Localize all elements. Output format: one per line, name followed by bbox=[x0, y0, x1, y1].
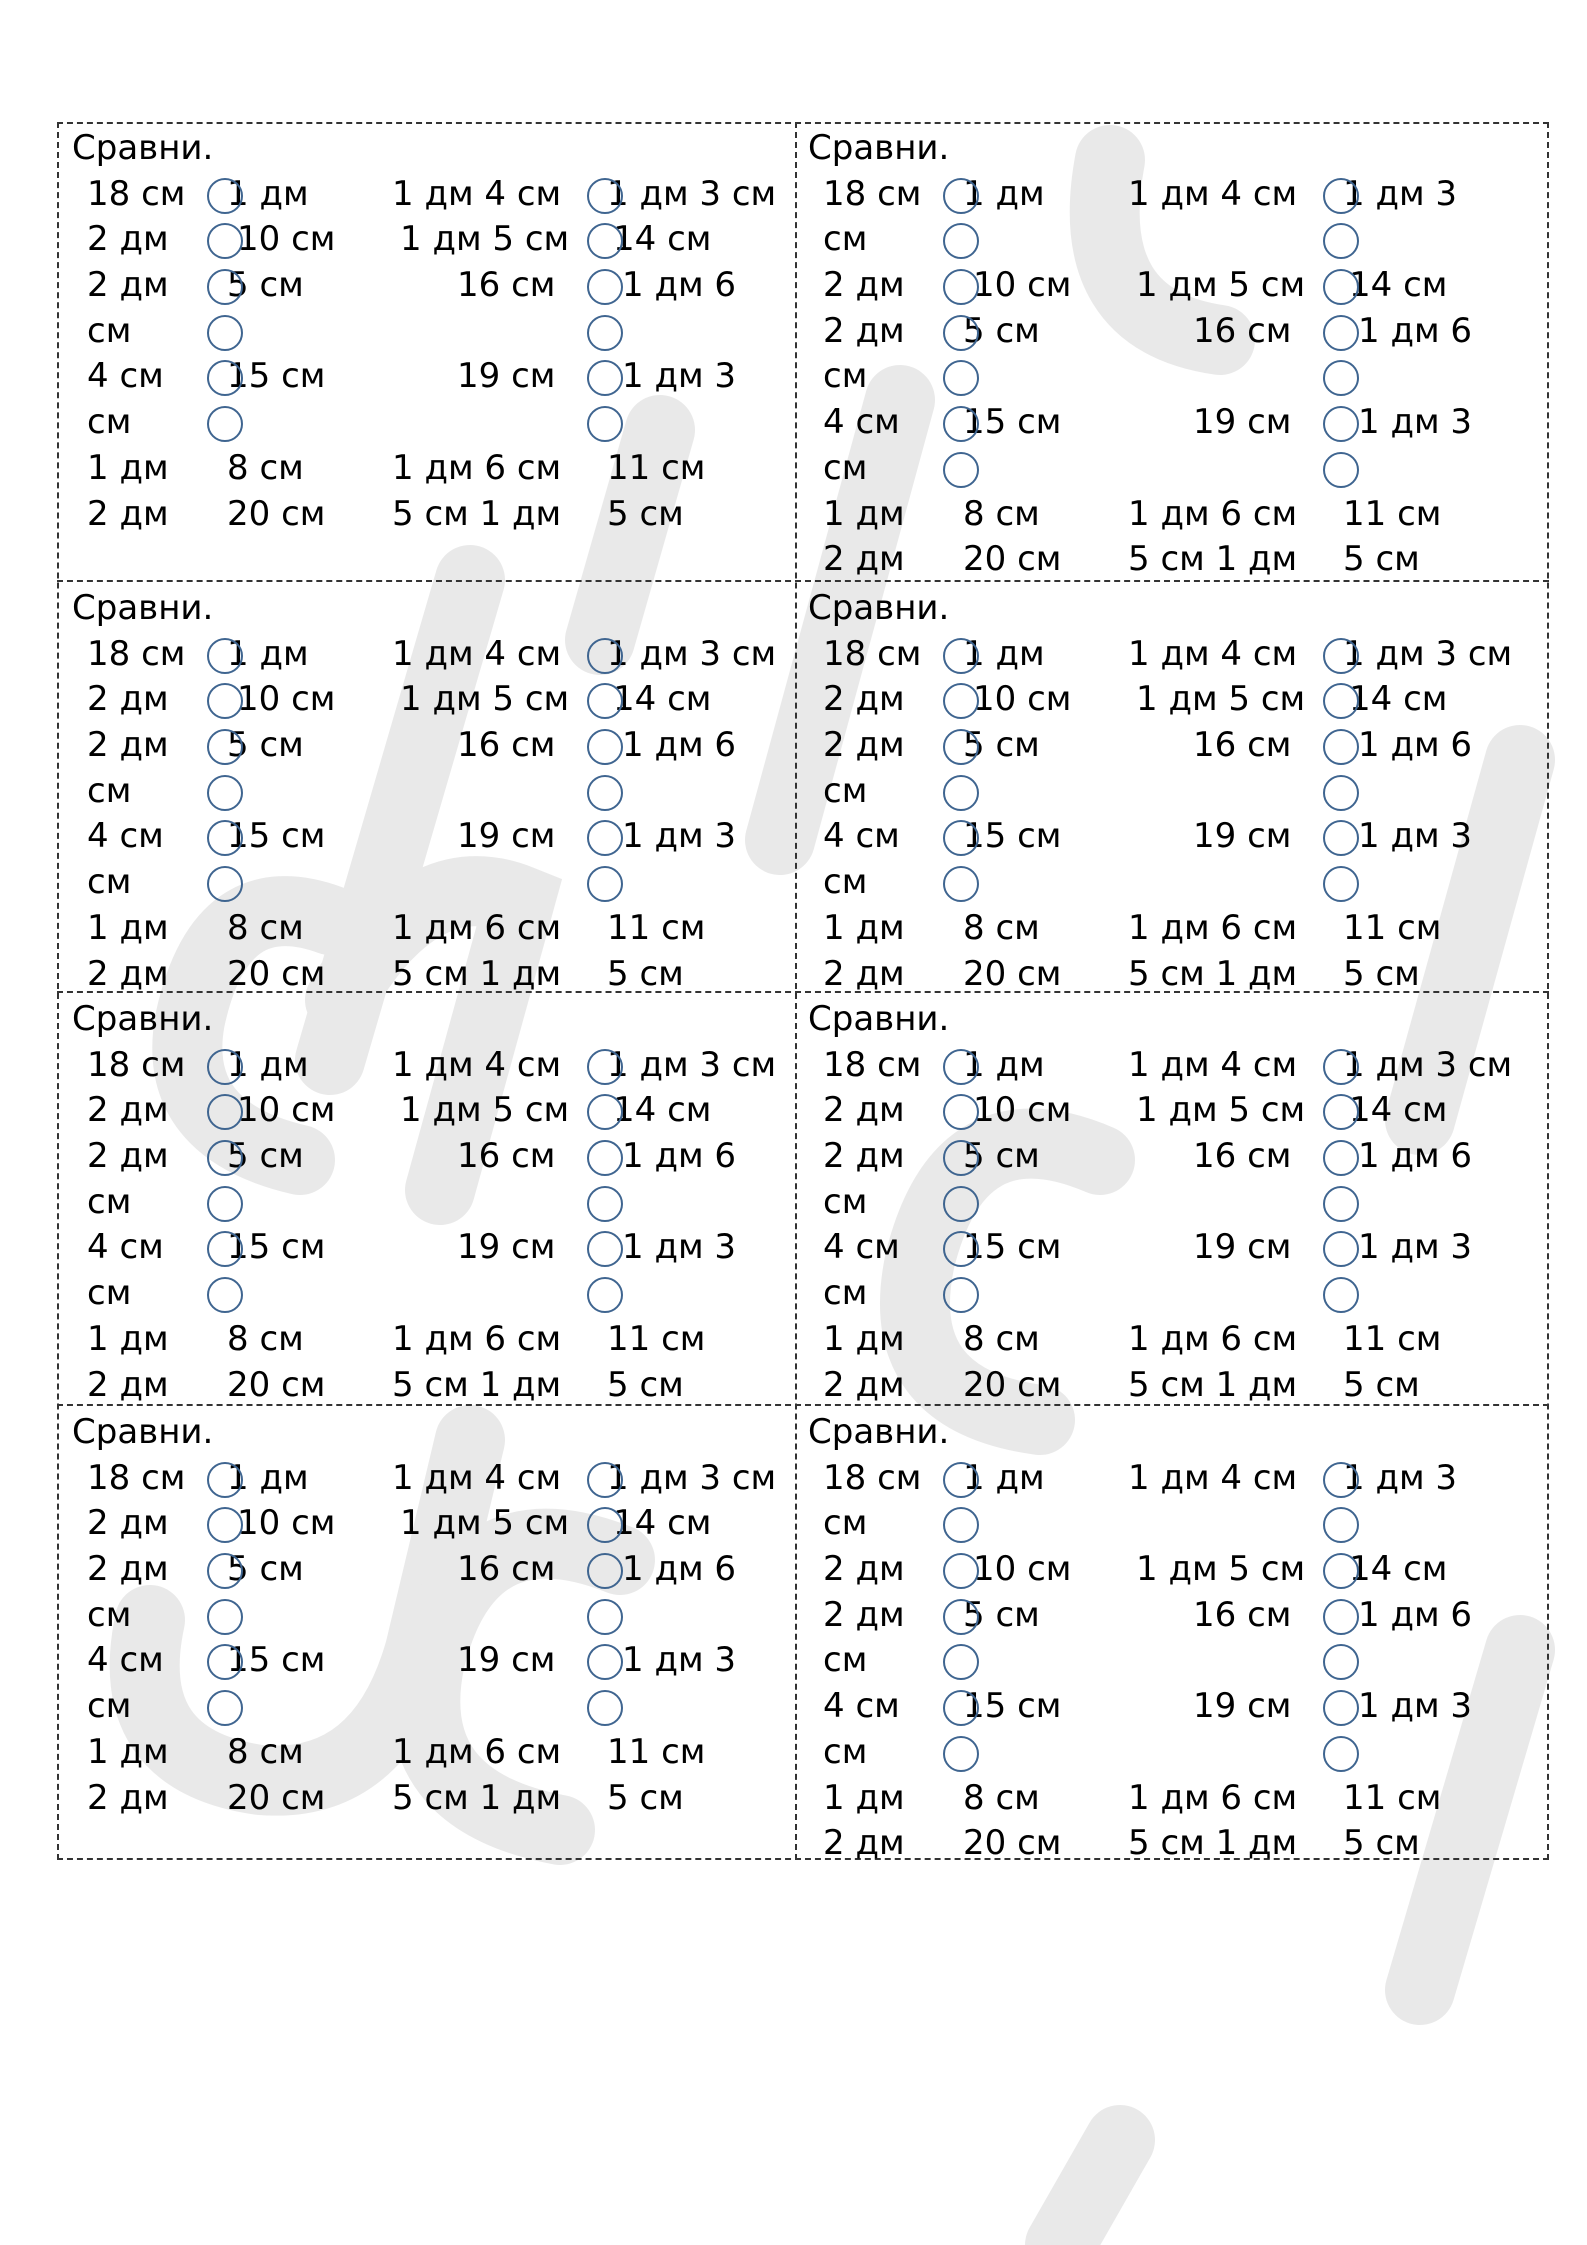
measure-value: 5 см bbox=[227, 725, 304, 766]
measure-value: 4 см bbox=[823, 1227, 900, 1268]
compare-circle[interactable] bbox=[1323, 638, 1359, 674]
measure-value: 19 см bbox=[457, 1640, 556, 1681]
compare-circle[interactable] bbox=[1323, 1736, 1359, 1772]
measure-value: 1 дм 5 см bbox=[1136, 265, 1306, 306]
measure-value: 1 дм 5 см bbox=[1136, 679, 1306, 720]
measure-value: 1 дм bbox=[823, 493, 905, 534]
measure-value: 1 дм 5 см bbox=[400, 219, 570, 260]
measure-value: 1 дм 5 см bbox=[1136, 1549, 1306, 1590]
measure-value: 4 см bbox=[87, 816, 164, 857]
measure-value: 2 дм bbox=[87, 493, 169, 534]
compare-circle[interactable] bbox=[943, 1049, 979, 1085]
compare-circle[interactable] bbox=[1323, 1186, 1359, 1222]
measure-value: 1 дм bbox=[823, 907, 905, 948]
measure-value: 10 см bbox=[973, 679, 1072, 720]
measure-value: 1 дм 6 см bbox=[392, 1318, 562, 1359]
measure-value: 19 см bbox=[457, 356, 556, 397]
measure-value: 14 см bbox=[1349, 1549, 1448, 1590]
measure-value: 8 см bbox=[227, 1731, 304, 1772]
measure-value: 1 дм 6 bbox=[622, 1136, 737, 1177]
measure-value: 18 см bbox=[87, 1044, 186, 1085]
compare-circle[interactable] bbox=[943, 1553, 979, 1589]
compare-circle[interactable] bbox=[587, 406, 623, 442]
measure-value: 1 дм 6 bbox=[622, 1549, 737, 1590]
measure-value: 18 см bbox=[87, 173, 186, 214]
measure-value: 5 см bbox=[227, 1549, 304, 1590]
compare-circle[interactable] bbox=[587, 1553, 623, 1589]
compare-circle[interactable] bbox=[943, 1690, 979, 1726]
measure-value: 5 см bbox=[227, 1136, 304, 1177]
measure-value: 5 см bbox=[963, 725, 1040, 766]
measure-value: 1 дм 3 bbox=[1358, 1227, 1473, 1268]
measure-value: 1 дм 3 см bbox=[607, 1044, 777, 1085]
measure-value: 20 см bbox=[227, 493, 326, 534]
measure-value: 14 см bbox=[613, 1090, 712, 1131]
measure-value: 2 дм bbox=[823, 310, 905, 351]
compare-circle[interactable] bbox=[943, 729, 979, 765]
measure-value: 4 см bbox=[823, 402, 900, 443]
measure-value: 16 см bbox=[457, 1136, 556, 1177]
measure-value: 1 дм bbox=[963, 173, 1045, 214]
measure-value: 4 см bbox=[87, 356, 164, 397]
compare-circle[interactable] bbox=[1323, 729, 1359, 765]
compare-circle[interactable] bbox=[587, 1277, 623, 1313]
measure-value: 1 дм bbox=[963, 633, 1045, 674]
measure-value: 1 дм 6 bbox=[1358, 310, 1473, 351]
compare-circle[interactable] bbox=[1323, 1599, 1359, 1635]
measure-value: см bbox=[87, 1273, 132, 1314]
measure-value: 1 дм 3 bbox=[622, 816, 737, 857]
measure-value: 5 см 1 дм bbox=[1128, 539, 1298, 580]
measure-value: 1 дм 5 см bbox=[1136, 1090, 1306, 1131]
measure-value: 18 см bbox=[823, 173, 922, 214]
compare-circle[interactable] bbox=[943, 866, 979, 902]
measure-value: 1 дм 6 см bbox=[1128, 907, 1298, 948]
measure-value: 11 см bbox=[1343, 1777, 1442, 1818]
measure-value: 16 см bbox=[1193, 725, 1292, 766]
measure-value: 15 см bbox=[963, 402, 1062, 443]
measure-value: 19 см bbox=[1193, 1227, 1292, 1268]
compare-circle[interactable] bbox=[943, 406, 979, 442]
compare-circle[interactable] bbox=[587, 1599, 623, 1635]
measure-value: 8 см bbox=[963, 493, 1040, 534]
compare-circle[interactable] bbox=[943, 638, 979, 674]
measure-value: 4 см bbox=[87, 1640, 164, 1681]
measure-value: 19 см bbox=[1193, 816, 1292, 857]
measure-value: 1 дм 6 см bbox=[392, 447, 562, 488]
measure-value: 16 см bbox=[457, 1549, 556, 1590]
measure-value: 4 см bbox=[823, 1686, 900, 1727]
measure-value: 5 см bbox=[607, 493, 684, 534]
measure-value: 2 дм bbox=[823, 953, 905, 994]
compare-circle[interactable] bbox=[587, 178, 623, 214]
measure-value: 1 дм 3 см bbox=[607, 173, 777, 214]
measure-value: 18 см bbox=[87, 633, 186, 674]
measure-value: 1 дм 6 см bbox=[392, 1731, 562, 1772]
measure-value: 11 см bbox=[607, 447, 706, 488]
measure-value: 5 см 1 дм bbox=[392, 1777, 562, 1818]
compare-circle[interactable] bbox=[207, 775, 243, 811]
compare-circle[interactable] bbox=[207, 1599, 243, 1635]
compare-circle[interactable] bbox=[1323, 269, 1359, 305]
measure-value: 2 дм bbox=[87, 679, 169, 720]
measure-value: 2 дм bbox=[823, 725, 905, 766]
measure-value: 20 см bbox=[227, 953, 326, 994]
measure-value: 1 дм 5 см bbox=[400, 679, 570, 720]
measure-value: 15 см bbox=[963, 816, 1062, 857]
card-title: Сравни. bbox=[808, 588, 950, 628]
measure-value: 11 см bbox=[1343, 907, 1442, 948]
compare-circle[interactable] bbox=[207, 866, 243, 902]
compare-circle[interactable] bbox=[1323, 1462, 1359, 1498]
card-title: Сравни. bbox=[808, 128, 950, 168]
measure-value: 1 дм 3 bbox=[622, 1227, 737, 1268]
compare-circle[interactable] bbox=[1323, 1049, 1359, 1085]
card-title: Сравни. bbox=[72, 999, 214, 1039]
measure-value: 1 дм 6 см bbox=[1128, 1777, 1298, 1818]
compare-circle[interactable] bbox=[943, 775, 979, 811]
measure-value: 14 см bbox=[613, 679, 712, 720]
compare-circle[interactable] bbox=[587, 638, 623, 674]
compare-circle[interactable] bbox=[943, 452, 979, 488]
measure-value: 8 см bbox=[963, 1777, 1040, 1818]
measure-value: 5 см bbox=[607, 1777, 684, 1818]
measure-value: 14 см bbox=[613, 219, 712, 260]
compare-circle[interactable] bbox=[207, 1462, 243, 1498]
measure-value: см bbox=[823, 1731, 868, 1772]
measure-value: 1 дм 6 bbox=[1358, 1594, 1473, 1635]
compare-circle[interactable] bbox=[207, 1049, 243, 1085]
measure-value: 1 дм 3 bbox=[1358, 816, 1473, 857]
measure-value: 1 дм 6 см bbox=[1128, 1318, 1298, 1359]
measure-value: 5 см 1 дм bbox=[1128, 1823, 1298, 1864]
compare-circle[interactable] bbox=[943, 1140, 979, 1176]
measure-value: 5 см bbox=[1343, 953, 1420, 994]
measure-value: 16 см bbox=[457, 725, 556, 766]
measure-value: 1 дм 6 bbox=[622, 725, 737, 766]
compare-circle[interactable] bbox=[943, 178, 979, 214]
measure-value: 1 дм 6 bbox=[1358, 725, 1473, 766]
measure-value: 16 см bbox=[457, 265, 556, 306]
compare-circle[interactable] bbox=[943, 269, 979, 305]
measure-value: 10 см bbox=[973, 1090, 1072, 1131]
measure-value: 1 дм bbox=[87, 907, 169, 948]
compare-circle[interactable] bbox=[207, 1277, 243, 1313]
measure-value: 1 дм 4 см bbox=[1128, 633, 1298, 674]
measure-value: 18 см bbox=[823, 1457, 922, 1498]
compare-circle[interactable] bbox=[207, 1140, 243, 1176]
measure-value: 1 дм bbox=[87, 447, 169, 488]
measure-value: 1 дм 3 bbox=[1358, 1686, 1473, 1727]
measure-value: 5 см bbox=[607, 1364, 684, 1405]
compare-circle[interactable] bbox=[207, 638, 243, 674]
compare-circle[interactable] bbox=[943, 1599, 979, 1635]
measure-value: 5 см 1 дм bbox=[392, 1364, 562, 1405]
measure-value: 1 дм 6 bbox=[1358, 1136, 1473, 1177]
measure-value: 5 см bbox=[1343, 539, 1420, 580]
measure-value: 5 см 1 дм bbox=[1128, 1364, 1298, 1405]
compare-circle[interactable] bbox=[1323, 775, 1359, 811]
measure-value: см bbox=[823, 1640, 868, 1681]
compare-circle[interactable] bbox=[1323, 1690, 1359, 1726]
measure-value: 1 дм bbox=[227, 633, 309, 674]
measure-value: 1 дм 3 см bbox=[607, 633, 777, 674]
measure-value: 1 дм 4 см bbox=[392, 1457, 562, 1498]
measure-value: 1 дм 3 см bbox=[1343, 633, 1513, 674]
measure-value: 2 дм bbox=[823, 1594, 905, 1635]
measure-value: 16 см bbox=[1193, 1136, 1292, 1177]
measure-value: 15 см bbox=[227, 816, 326, 857]
compare-circle[interactable] bbox=[587, 775, 623, 811]
card-title: Сравни. bbox=[808, 999, 950, 1039]
measure-value: 11 см bbox=[607, 1731, 706, 1772]
compare-circle[interactable] bbox=[1323, 1140, 1359, 1176]
compare-circle[interactable] bbox=[587, 866, 623, 902]
measure-value: 1 дм bbox=[87, 1318, 169, 1359]
measure-value: 14 см bbox=[1349, 265, 1448, 306]
measure-value: 20 см bbox=[963, 1823, 1062, 1864]
measure-value: 1 дм 3 bbox=[622, 356, 737, 397]
measure-value: 2 дм bbox=[87, 265, 169, 306]
compare-circle[interactable] bbox=[207, 406, 243, 442]
measure-value: 5 см 1 дм bbox=[1128, 953, 1298, 994]
measure-value: см bbox=[87, 770, 132, 811]
measure-value: 10 см bbox=[973, 265, 1072, 306]
measure-value: 1 дм 4 см bbox=[392, 173, 562, 214]
measure-value: 8 см bbox=[227, 1318, 304, 1359]
measure-value: 14 см bbox=[613, 1503, 712, 1544]
compare-circle[interactable] bbox=[587, 1462, 623, 1498]
measure-value: 14 см bbox=[1349, 679, 1448, 720]
measure-value: см bbox=[823, 219, 868, 260]
measure-value: 1 дм 6 см bbox=[392, 907, 562, 948]
measure-value: 1 дм 4 см bbox=[392, 1044, 562, 1085]
measure-value: 10 см bbox=[237, 219, 336, 260]
compare-circle[interactable] bbox=[207, 269, 243, 305]
measure-value: см bbox=[823, 447, 868, 488]
measure-value: 2 дм bbox=[823, 1549, 905, 1590]
measure-value: 5 см bbox=[607, 953, 684, 994]
compare-circle[interactable] bbox=[207, 178, 243, 214]
measure-value: 1 дм bbox=[227, 173, 309, 214]
measure-value: 1 дм 6 см bbox=[1128, 493, 1298, 534]
measure-value: 1 дм 3 см bbox=[607, 1457, 777, 1498]
measure-value: 2 дм bbox=[823, 1364, 905, 1405]
measure-value: 1 дм bbox=[227, 1044, 309, 1085]
measure-value: 11 см bbox=[1343, 1318, 1442, 1359]
measure-value: 1 дм bbox=[963, 1457, 1045, 1498]
compare-circle[interactable] bbox=[943, 1736, 979, 1772]
measure-value: 18 см bbox=[823, 633, 922, 674]
measure-value: 15 см bbox=[227, 1640, 326, 1681]
measure-value: 15 см bbox=[227, 1227, 326, 1268]
measure-value: 1 дм 4 см bbox=[1128, 1044, 1298, 1085]
compare-circle[interactable] bbox=[587, 315, 623, 351]
measure-value: 1 дм 4 см bbox=[1128, 173, 1298, 214]
measure-value: 1 дм 4 см bbox=[1128, 1457, 1298, 1498]
measure-value: 10 см bbox=[237, 679, 336, 720]
measure-value: 4 см bbox=[823, 816, 900, 857]
measure-value: 10 см bbox=[973, 1549, 1072, 1590]
measure-value: 1 дм 3 bbox=[622, 1640, 737, 1681]
card-title: Сравни. bbox=[72, 1412, 214, 1452]
measure-value: 2 дм bbox=[87, 1136, 169, 1177]
card-title: Сравни. bbox=[72, 128, 214, 168]
measure-value: 15 см bbox=[963, 1686, 1062, 1727]
measure-value: 11 см bbox=[607, 907, 706, 948]
measure-value: 4 см bbox=[87, 1227, 164, 1268]
measure-value: 5 см bbox=[963, 1594, 1040, 1635]
compare-circle[interactable] bbox=[207, 729, 243, 765]
measure-value: 18 см bbox=[823, 1044, 922, 1085]
measure-value: см bbox=[87, 1594, 132, 1635]
measure-value: 8 см bbox=[227, 907, 304, 948]
measure-value: см bbox=[823, 1273, 868, 1314]
measure-value: 1 дм bbox=[963, 1044, 1045, 1085]
card-title: Сравни. bbox=[808, 1412, 950, 1452]
measure-value: 1 дм 3 bbox=[1358, 402, 1473, 443]
measure-value: 1 дм 4 см bbox=[392, 633, 562, 674]
compare-circle[interactable] bbox=[1323, 866, 1359, 902]
measure-value: см bbox=[823, 770, 868, 811]
measure-value: 2 дм bbox=[87, 953, 169, 994]
measure-value: см bbox=[823, 356, 868, 397]
measure-value: 2 дм bbox=[87, 219, 169, 260]
measure-value: 2 дм bbox=[87, 1503, 169, 1544]
measure-value: 2 дм bbox=[87, 1090, 169, 1131]
measure-value: 5 см 1 дм bbox=[392, 493, 562, 534]
measure-value: 1 дм 5 см bbox=[400, 1090, 570, 1131]
measure-value: 1 дм bbox=[823, 1318, 905, 1359]
measure-value: 2 дм bbox=[823, 265, 905, 306]
compare-circle[interactable] bbox=[1323, 315, 1359, 351]
compare-circle[interactable] bbox=[207, 1690, 243, 1726]
measure-value: 19 см bbox=[1193, 402, 1292, 443]
measure-value: 2 дм bbox=[823, 1823, 905, 1864]
measure-value: 11 см bbox=[607, 1318, 706, 1359]
row-divider bbox=[57, 580, 1549, 582]
compare-circle[interactable] bbox=[587, 269, 623, 305]
measure-value: 1 дм bbox=[227, 1457, 309, 1498]
measure-value: 20 см bbox=[963, 953, 1062, 994]
measure-value: 2 дм bbox=[823, 1136, 905, 1177]
measure-value: см bbox=[823, 862, 868, 903]
measure-value: 8 см bbox=[963, 907, 1040, 948]
measure-value: 18 см bbox=[87, 1457, 186, 1498]
compare-circle[interactable] bbox=[207, 1186, 243, 1222]
measure-value: 11 см bbox=[1343, 493, 1442, 534]
measure-value: см bbox=[87, 1181, 132, 1222]
measure-value: см bbox=[87, 310, 132, 351]
measure-value: 1 дм 3 bbox=[1343, 1457, 1458, 1498]
compare-circle[interactable] bbox=[1323, 1553, 1359, 1589]
measure-value: 2 дм bbox=[87, 1777, 169, 1818]
measure-value: 5 см bbox=[963, 1136, 1040, 1177]
compare-circle[interactable] bbox=[1323, 178, 1359, 214]
measure-value: 5 см bbox=[227, 265, 304, 306]
compare-circle[interactable] bbox=[943, 315, 979, 351]
compare-circle[interactable] bbox=[587, 1140, 623, 1176]
measure-value: 5 см 1 дм bbox=[392, 953, 562, 994]
compare-circle[interactable] bbox=[943, 1277, 979, 1313]
measure-value: см bbox=[87, 1686, 132, 1727]
measure-value: 5 см bbox=[963, 310, 1040, 351]
measure-value: см bbox=[823, 1503, 868, 1544]
measure-value: 16 см bbox=[1193, 310, 1292, 351]
measure-value: 1 дм 3 см bbox=[1343, 1044, 1513, 1085]
measure-value: см bbox=[87, 402, 132, 443]
measure-value: 1 дм 5 см bbox=[400, 1503, 570, 1544]
compare-circle[interactable] bbox=[587, 729, 623, 765]
measure-value: 5 см bbox=[1343, 1823, 1420, 1864]
measure-value: 1 дм 6 bbox=[622, 265, 737, 306]
measure-value: 10 см bbox=[237, 1090, 336, 1131]
measure-value: 8 см bbox=[963, 1318, 1040, 1359]
card-title: Сравни. bbox=[72, 588, 214, 628]
measure-value: 5 см bbox=[1343, 1364, 1420, 1405]
compare-circle[interactable] bbox=[587, 1690, 623, 1726]
measure-value: 2 дм bbox=[87, 1364, 169, 1405]
measure-value: 20 см bbox=[227, 1364, 326, 1405]
measure-value: 2 дм bbox=[87, 1549, 169, 1590]
measure-value: 1 дм bbox=[823, 1777, 905, 1818]
measure-value: см bbox=[87, 862, 132, 903]
measure-value: 2 дм bbox=[823, 679, 905, 720]
measure-value: 2 дм bbox=[87, 725, 169, 766]
measure-value: 19 см bbox=[1193, 1686, 1292, 1727]
measure-value: см bbox=[823, 1181, 868, 1222]
measure-value: 14 см bbox=[1349, 1090, 1448, 1131]
compare-circle[interactable] bbox=[1323, 406, 1359, 442]
measure-value: 1 дм 3 bbox=[1343, 173, 1458, 214]
compare-circle[interactable] bbox=[943, 1462, 979, 1498]
measure-value: 8 см bbox=[227, 447, 304, 488]
measure-value: 2 дм bbox=[823, 1090, 905, 1131]
measure-value: 15 см bbox=[227, 356, 326, 397]
compare-circle[interactable] bbox=[587, 1186, 623, 1222]
measure-value: 19 см bbox=[457, 816, 556, 857]
measure-value: 16 см bbox=[1193, 1594, 1292, 1635]
measure-value: 20 см bbox=[963, 1364, 1062, 1405]
measure-value: 20 см bbox=[227, 1777, 326, 1818]
measure-value: 2 дм bbox=[823, 539, 905, 580]
measure-value: 10 см bbox=[237, 1503, 336, 1544]
measure-value: 1 дм bbox=[87, 1731, 169, 1772]
compare-circle[interactable] bbox=[1323, 1277, 1359, 1313]
compare-circle[interactable] bbox=[587, 1049, 623, 1085]
measure-value: 15 см bbox=[963, 1227, 1062, 1268]
measure-value: 19 см bbox=[457, 1227, 556, 1268]
compare-circle[interactable] bbox=[207, 315, 243, 351]
compare-circle[interactable] bbox=[1323, 452, 1359, 488]
compare-circle[interactable] bbox=[207, 1553, 243, 1589]
compare-circle[interactable] bbox=[943, 1186, 979, 1222]
measure-value: 20 см bbox=[963, 539, 1062, 580]
